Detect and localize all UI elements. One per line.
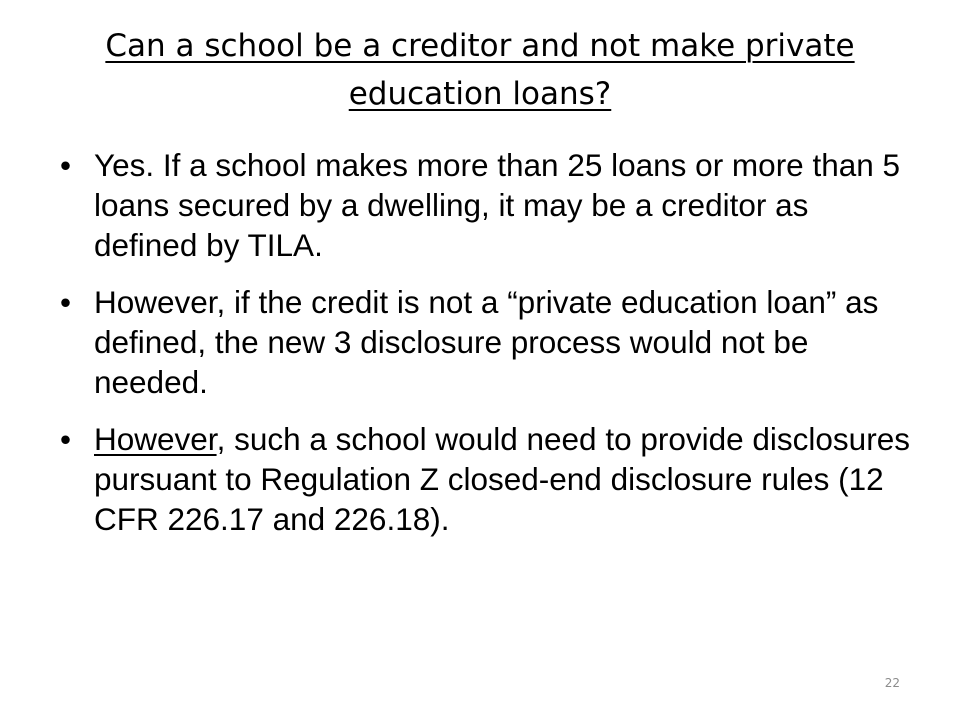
bullet-marker: • [60, 421, 72, 457]
bullet-list [60, 145, 910, 556]
bullet-item [60, 145, 910, 265]
bullet-item [60, 282, 910, 402]
bullet-lead-underlined: However [94, 421, 217, 457]
bullet-marker: • [60, 284, 72, 320]
bullet-marker: • [60, 147, 72, 183]
slide-title: Can a school be a creditor and not make private education loans? [105, 28, 855, 112]
bullet-item [60, 419, 910, 539]
bullet-text: However, if the credit is not a “private education loan” as defined, the new 3 disclosure process would not be needed. [94, 284, 879, 400]
bullet-text: , such a school would need to provide disclosures pursuant to Regulation Z closed-end disclosure rules (12 CFR 226.17 and 226.18). [94, 421, 910, 537]
page-number: 22 [884, 676, 900, 690]
bullet-text: Yes. If a school makes more than 25 loans or more than 5 loans secured by a dwelling, it may be a creditor as defined by TILA. [94, 147, 901, 263]
